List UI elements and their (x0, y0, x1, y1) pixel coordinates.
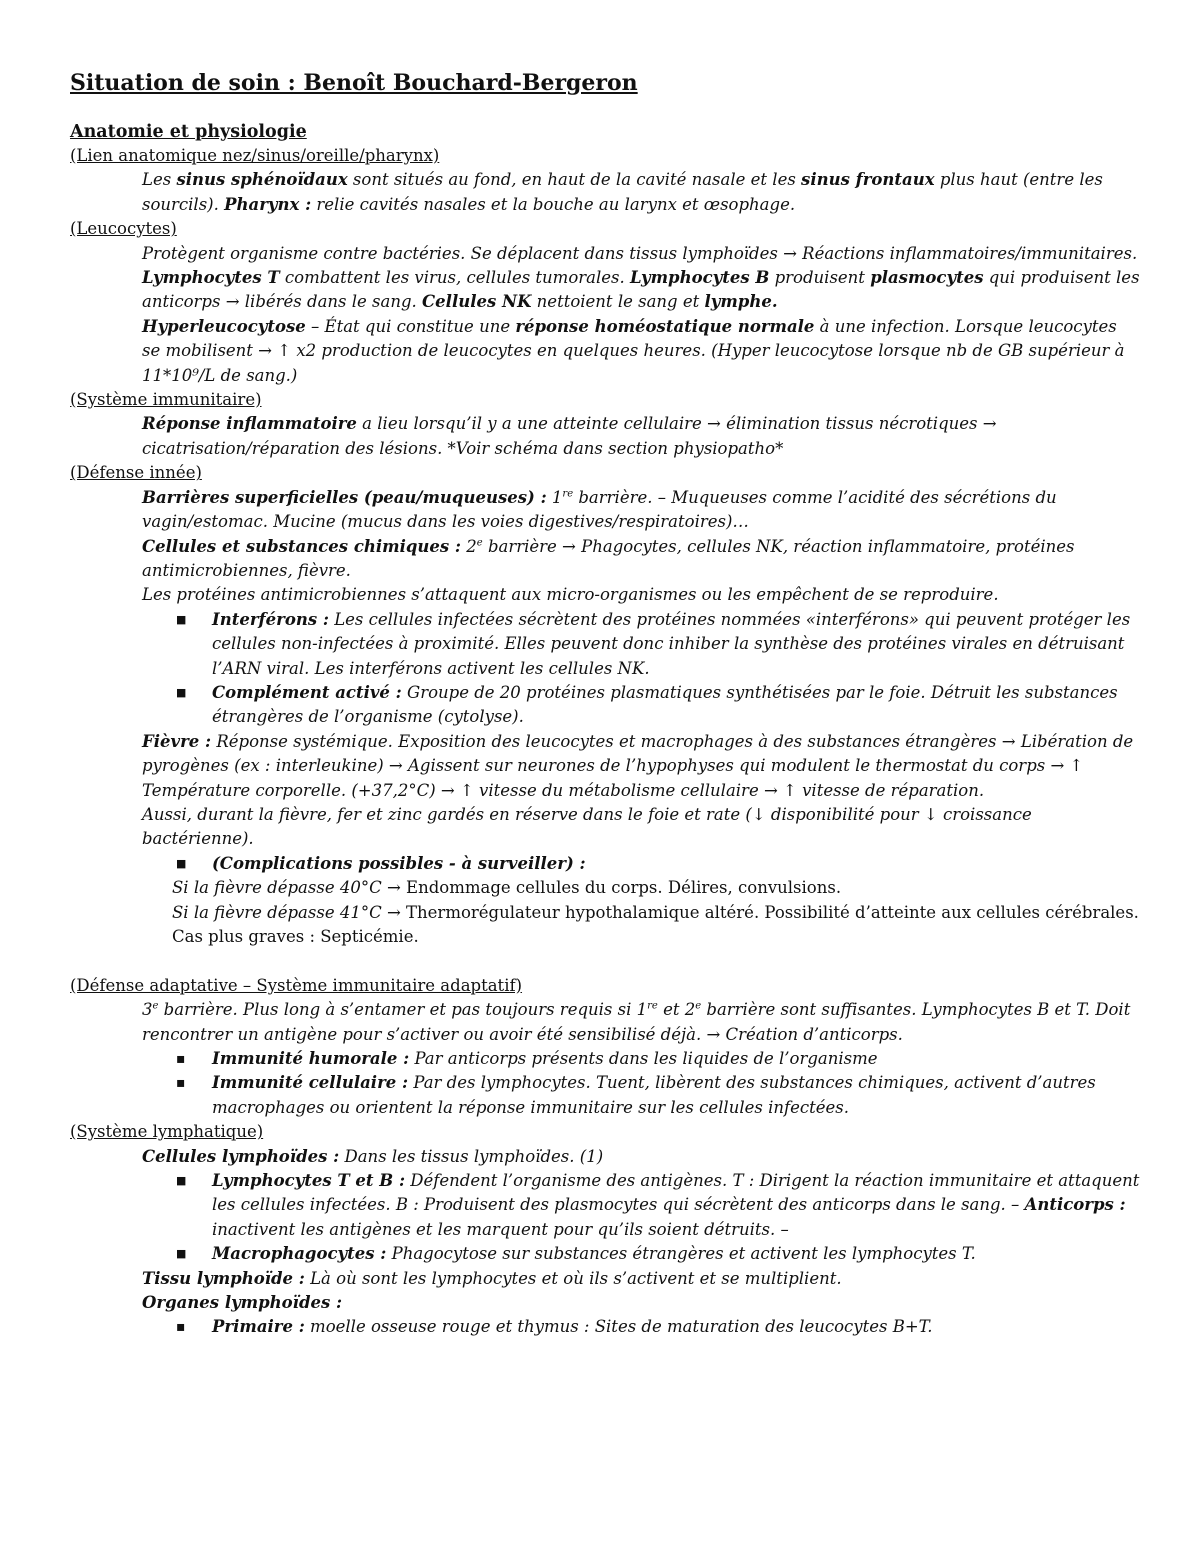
square-bullet-icon: ■ (176, 1174, 187, 1188)
paragraph-chemical-substances: Cellules et substances chimiques : 2e barrière → Phagocytes, cellules NK, réaction inflammatoire, protéines antimicrobiennes, fièvre. (142, 536, 1075, 580)
list-item-lymphocytes-t-b: ■ Lymphocytes T et B : Défendent l’organisme des antigènes. T : Dirigent la réaction immunitaire et attaquent les cellules infectées. B : Produisent des plasmocytes qui sécrètent des anticorps dans le sang. – Anticorps : inactivent les antigènes et les marquent pour qu’ils soient détruits. – (172, 1169, 1140, 1242)
square-bullet-icon: ■ (176, 685, 187, 699)
subsection-header-leucocytes: (Leucocytes) (70, 219, 177, 239)
subsection-header-adaptive-defense: (Défense adaptative – Système immunitaire adaptatif) (70, 975, 523, 995)
list-item-complement: ■ Complément activé : Groupe de 20 protéines plasmatiques synthétisées par le foie. Détruit les substances étrangères de l’organisme (cytolyse). (172, 681, 1140, 730)
square-bullet-icon: ■ (176, 856, 187, 870)
list-item-complications: ■ (Complications possibles - à surveiller) : (172, 852, 1140, 876)
square-bullet-icon: ■ (176, 1247, 187, 1261)
paragraph-fever: Fièvre : Réponse systémique. Exposition des leucocytes et macrophages à des substances étrangères → Libération de pyrogènes (ex : interleukine) → Agissent sur neurones de l’hypophyses qui modulent le thermostat du corps → ↑ Température corporelle. (+37,2°C) → ↑ vitesse du métabolisme cellulaire → ↑ vitesse de réparation. (142, 731, 1134, 800)
subsection-header-anatomy-link: (Lien anatomique nez/sinus/oreille/pharynx) (70, 146, 440, 165)
paragraph-lymphoid-cells: Cellules lymphoïdes : Dans les tissus lymphoïdes. (1) (142, 1146, 604, 1166)
paragraph-superficial-barriers: Barrières superficielles (peau/muqueuses) : 1re barrière. – Muqueuses comme l’acidité des sécrétions du vagin/estomac. Mucine (mucus dans les voies digestives/respiratoires)… (142, 487, 1057, 532)
paragraph-hyperleucocytose: Hyperleucocytose – État qui constitue une réponse homéostatique normale à une infection. Lorsque leucocytes se mobilisent → ↑ x2 production de leucocytes en quelques heures. (Hyper leucocytose lorsque nb de GB supérieur à 11*10⁹/L de sang.) (142, 316, 1125, 385)
paragraph-fever-40: Si la fièvre dépasse 40°C → Endommage cellules du corps. Délires, convulsions. (172, 878, 842, 898)
paragraph-lymphoid-organs: Organes lymphoïdes : (142, 1293, 343, 1313)
subsection-header-immune-system: (Système immunitaire) (70, 390, 262, 410)
bullet-icon: ▪ (176, 1075, 186, 1092)
list-item-interferons: ■ Interférons : Les cellules infectées sécrètent des protéines nommées «interférons» qui peuvent protéger les cellules non-infectées à proximité. Elles peuvent donc inhiber la synthèse des protéines virales en détruisant l’ARN viral. Les interférons activent les cellules NK. (172, 608, 1140, 681)
paragraph-antimicrobial-proteins: Les protéines antimicrobiennes s’attaquent aux micro-organismes ou les empêchent de se reproduire. (142, 585, 999, 605)
list-item-primary-organs: ▪ Primaire : moelle osseuse rouge et thymus : Sites de maturation des leucocytes B+T. (172, 1315, 1140, 1339)
subsection-header-lymphatic-system: (Système lymphatique) (70, 1122, 264, 1142)
list-item-humoral-immunity: ▪ Immunité humorale : Par anticorps présents dans les liquides de l’organisme (172, 1047, 1140, 1071)
paragraph-fever-41: Si la fièvre dépasse 41°C → Thermorégulateur hypothalamique altéré. Possibilité d’atteinte aux cellules cérébrales. Cas plus graves : Septicémie. (172, 902, 1139, 946)
list-item-cellular-immunity: ▪ Immunité cellulaire : Par des lymphocytes. Tuent, libèrent des substances chimiques, activent d’autres macrophages ou orientent la réponse immunitaire sur les cellules infectées. (172, 1071, 1140, 1120)
spacer (70, 949, 1140, 973)
section-heading: Anatomie et physiologie (70, 122, 307, 142)
paragraph-sinus: Les sinus sphénoïdaux sont situés au fond, en haut de la cavité nasale et les sinus frontaux plus haut (entre les sourcils). Pharynx : relie cavités nasales et la bouche au larynx et œsophage. (142, 170, 1103, 214)
square-bullet-icon: ■ (176, 612, 187, 626)
paragraph-fever-iron-zinc: Aussi, durant la fièvre, fer et zinc gardés en réserve dans le foie et rate (↓ disponibilité pour ↓ croissance bactérienne). (142, 804, 1032, 849)
page-title: Situation de soin : Benoît Bouchard-Bergeron (70, 70, 638, 96)
paragraph-lymphoid-tissue: Tissu lymphoïde : Là où sont les lymphocytes et où ils s’activent et se multiplient. (142, 1268, 842, 1288)
paragraph-inflammatory-response: Réponse inflammatoire a lieu lorsqu’il y a une atteinte cellulaire → élimination tissus nécrotiques → cicatrisation/réparation des lésions. *Voir schéma dans section physiopatho* (142, 414, 997, 458)
paragraph-third-barrier: 3e barrière. Plus long à s’entamer et pas toujours requis si 1re et 2e barrière sont suffisantes. Lymphocytes B et T. Doit rencontrer un antigène pour s’activer ou avoir été sensibilisé déjà. → Création d’anticorps. (142, 1000, 1131, 1044)
bullet-icon: ▪ (176, 1319, 186, 1336)
bullet-icon: ▪ (176, 1051, 186, 1068)
paragraph-lymphocytes: Lymphocytes T combattent les virus, cellules tumorales. Lymphocytes B produisent plasmocytes qui produisent les anticorps → libérés dans le sang. Cellules NK nettoient le sang et lymphe. (142, 268, 1140, 312)
list-item-macrophagocytes: ■ Macrophagocytes : Phagocytose sur substances étrangères et activent les lymphocytes T. (172, 1242, 1140, 1266)
paragraph-leucocytes-protect: Protègent organisme contre bactéries. Se déplacent dans tissus lymphoïdes → Réactions inflammatoires/immunitaires. (142, 243, 1138, 263)
subsection-header-innate-defense: (Défense innée) (70, 463, 202, 483)
